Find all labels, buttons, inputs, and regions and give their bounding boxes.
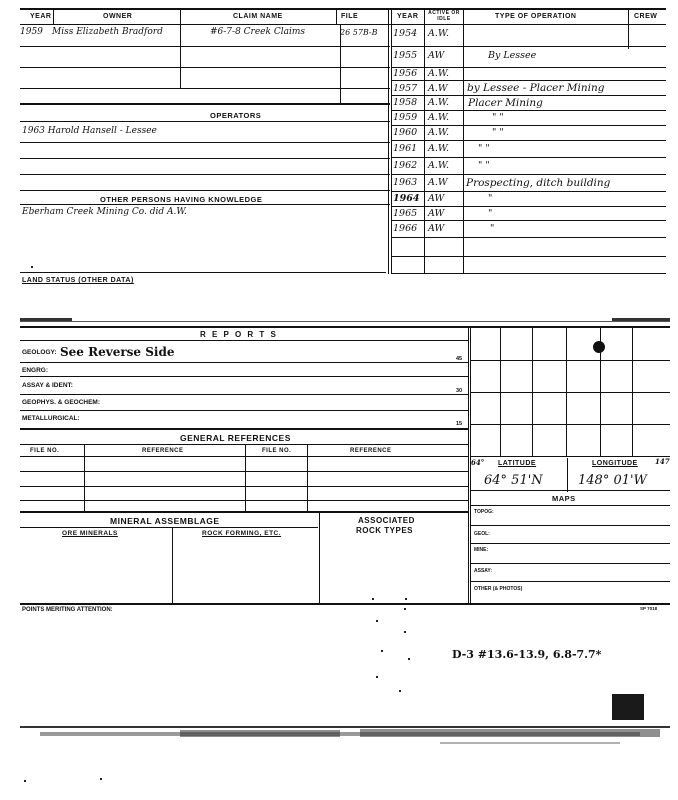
claim-name: #6-7-8 Creek Claims	[210, 27, 305, 37]
activity-operation: By Lessee	[488, 50, 537, 61]
engrg-label: ENGRG:	[22, 367, 48, 374]
activity-year: 1956	[393, 68, 418, 79]
activity-year: 1960	[393, 127, 418, 138]
location-marker-icon	[593, 341, 605, 353]
activity-operation: " "	[492, 112, 504, 123]
file-value: 26 57B-B	[340, 28, 378, 37]
location-code: D-3 #13.6-13.9, 6.8-7.7*	[452, 648, 602, 661]
form-number: SP 7018	[640, 606, 658, 611]
header-active-idle: ACTIVE OR IDLE	[428, 10, 460, 22]
lat-prefix: 64°	[471, 458, 485, 467]
activity-year: 1957	[393, 83, 418, 94]
maps-other: OTHER (& PHOTOS)	[474, 586, 523, 592]
activity-year: 1955	[393, 50, 418, 61]
rock-forming-label: ROCK FORMING, ETC.	[202, 530, 282, 537]
geology-label: GEOLOGY:	[22, 349, 57, 356]
header-file: FILE	[341, 13, 359, 20]
activity-year: 1964	[393, 193, 420, 204]
assay-label: ASSAY & IDENT:	[22, 382, 73, 389]
points-label: POINTS MERITING ATTENTION:	[22, 607, 113, 613]
activity-operation: " "	[478, 160, 490, 171]
activity-status: A.W.	[428, 97, 450, 108]
activity-status: AW	[428, 193, 445, 204]
number-30: 30	[456, 388, 463, 394]
other-persons-entry: Eberham Creek Mining Co. did A.W.	[22, 207, 187, 217]
owner-name: Miss Elizabeth Bradford	[52, 27, 163, 37]
activity-year: 1961	[393, 143, 418, 154]
reports-title: R E P O R T S	[200, 330, 278, 339]
activity-status: A.W.	[428, 28, 450, 39]
owner-year: 1959	[20, 27, 43, 37]
header-year: YEAR	[30, 13, 52, 20]
activity-operation: "	[488, 193, 493, 204]
activity-year: 1962	[393, 160, 418, 171]
latitude-label: LATITUDE	[498, 460, 537, 467]
geology-value: See Reverse Side	[60, 345, 175, 359]
activity-year: 1959	[393, 112, 418, 123]
lon-suffix: 147	[655, 457, 670, 466]
activity-status: AW	[428, 223, 445, 234]
activity-operation: " "	[478, 143, 490, 154]
activity-operation: "	[490, 223, 495, 234]
activity-operation: " "	[492, 127, 504, 138]
ref-file-no: FILE NO.	[30, 448, 60, 454]
rock-types-label: ROCK TYPES	[356, 526, 414, 535]
latitude-value: 64° 51'N	[484, 473, 543, 488]
longitude-label: LONGITUDE	[592, 460, 638, 467]
activity-status: A.W.	[428, 112, 450, 123]
activity-year: 1965	[393, 208, 418, 219]
operators-title: OPERATORS	[210, 111, 262, 120]
general-references-title: GENERAL REFERENCES	[180, 433, 291, 443]
header-owner: OWNER	[103, 13, 133, 20]
activity-operation: Prospecting, ditch building	[466, 177, 611, 189]
maps-assay: ASSAY:	[474, 568, 493, 574]
header-year2: YEAR	[397, 13, 419, 20]
activity-status: A.W.	[428, 127, 450, 138]
maps-topog: TOPOG:	[474, 509, 494, 515]
metallurgical-label: METALLURGICAL:	[22, 415, 80, 422]
longitude-value: 148° 01'W	[578, 473, 647, 488]
activity-operation: by Lessee - Placer Mining	[467, 82, 605, 94]
land-status-label: LAND STATUS (OTHER DATA)	[22, 277, 134, 284]
activity-status: A.W	[428, 83, 448, 94]
geophys-label: GEOPHYS. & GEOCHEM:	[22, 399, 101, 406]
activity-operation: "	[488, 208, 493, 219]
associated-label: ASSOCIATED	[358, 516, 415, 525]
maps-mine: MINE:	[474, 547, 489, 553]
activity-status: AW	[428, 208, 445, 219]
number-45: 45	[456, 356, 463, 362]
ore-minerals-label: ORE MINERALS	[62, 530, 118, 537]
number-15: 15	[456, 421, 463, 427]
ref-reference: REFERENCE	[142, 448, 184, 454]
activity-year: 1966	[393, 223, 418, 234]
activity-status: A.W.	[428, 160, 450, 171]
other-persons-title: OTHER PERSONS HAVING KNOWLEDGE	[100, 195, 263, 204]
activity-status: A.W.	[428, 68, 450, 79]
maps-title: MAPS	[552, 494, 576, 503]
activity-status: A.W.	[428, 143, 450, 154]
header-crew: CREW	[634, 13, 658, 20]
activity-operation: Placer Mining	[468, 97, 543, 109]
activity-year: 1954	[393, 28, 418, 39]
activity-status: A.W	[428, 177, 448, 188]
maps-geol: GEOL:	[474, 531, 490, 537]
header-claim-name: CLAIM NAME	[233, 13, 283, 20]
ref-reference-2: REFERENCE	[350, 448, 392, 454]
header-type-of-operation: TYPE OF OPERATION	[495, 13, 577, 20]
mineral-title: MINERAL ASSEMBLAGE	[110, 516, 220, 526]
activity-status: AW	[428, 50, 445, 61]
operator-entry: 1963 Harold Hansell - Lessee	[22, 126, 157, 136]
activity-year: 1963	[393, 177, 418, 188]
ref-file-no-2: FILE NO.	[262, 448, 292, 454]
activity-year: 1958	[393, 97, 418, 108]
